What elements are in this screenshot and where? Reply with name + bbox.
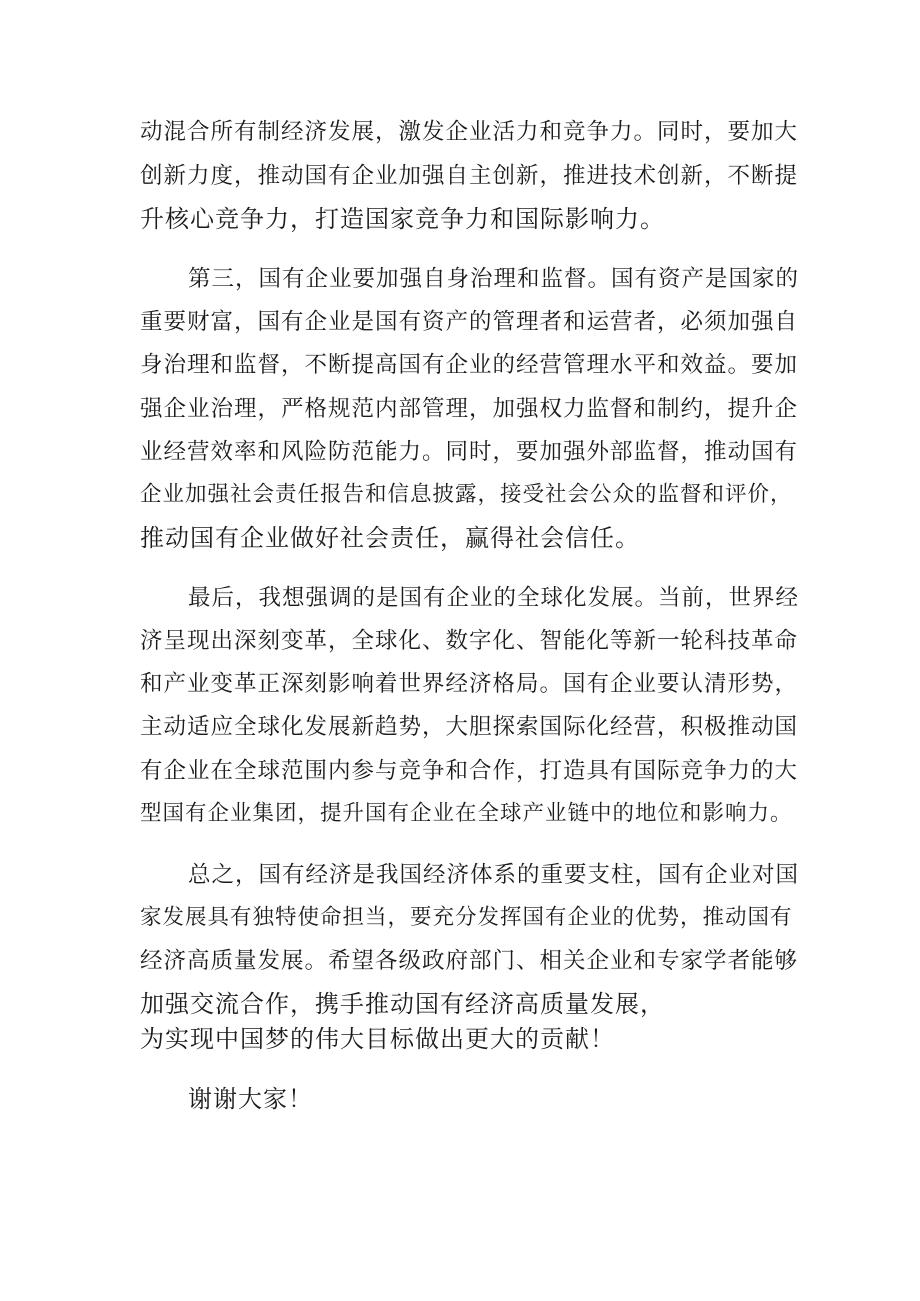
text-line: 为实现中国梦的伟大目标做出更大的贡献！ xyxy=(140,1025,615,1053)
text-line: 主动适应全球化发展新趋势，大胆探索国际化经营，积极推动国 xyxy=(140,714,799,740)
text-line: 动混合所有制经济发展，激发企业活力和竞争力。同时，要加大 xyxy=(140,119,799,145)
text-line: 推动国有企业做好社会责任，赢得社会信任。 xyxy=(140,524,640,552)
text-line: 经济高质量发展。希望各级政府部门、相关企业和专家学者能够 xyxy=(140,948,799,974)
text-line: 重要财富，国有企业是国有资产的管理者和运营者，必须加强自 xyxy=(140,309,799,335)
text-line: 总之，国有经济是我国经济体系的重要支柱，国有企业对国 xyxy=(188,862,800,888)
text-line: 最后，我想强调的是国有企业的全球化发展。当前，世界经 xyxy=(188,585,800,611)
closing-line: 谢谢大家！ xyxy=(188,1085,313,1113)
text-line: 有企业在全球范围内参与竞争和合作，打造具有国际竞争力的大 xyxy=(140,758,799,784)
text-line: 家发展具有独特使命担当，要充分发挥国有企业的优势，推动国有 xyxy=(140,905,793,930)
text-line: 升核心竞争力，打造国家竞争力和国际影响力。 xyxy=(140,205,665,233)
text-line: 济呈现出深刻变革，全球化、数字化、智能化等新一轮科技革命 xyxy=(140,628,799,654)
text-line: 加强交流合作，携手推动国有经济高质量发展， xyxy=(140,990,665,1018)
text-line: 型国有企业集团，提升国有企业在全球产业链中的地位和影响力。 xyxy=(140,801,793,826)
text-line: 企业加强社会责任报告和信息披露，接受社会公众的监督和评价， xyxy=(140,482,793,507)
text-line: 和产业变革正深刻影响着世界经济格局。国有企业要认清形势， xyxy=(140,671,799,697)
text-line: 身治理和监督，不断提高国有企业的经营管理水平和效益。要加 xyxy=(140,352,799,378)
text-line: 第三，国有企业要加强自身治理和监督。国有资产是国家的 xyxy=(188,266,800,292)
text-line: 业经营效率和风险防范能力。同时，要加强外部监督，推动国有 xyxy=(140,439,799,465)
text-line: 强企业治理，严格规范内部管理，加强权力监督和制约，提升企 xyxy=(140,396,799,422)
text-line: 创新力度，推动国有企业加强自主创新，推进技术创新，不断提 xyxy=(140,163,799,189)
